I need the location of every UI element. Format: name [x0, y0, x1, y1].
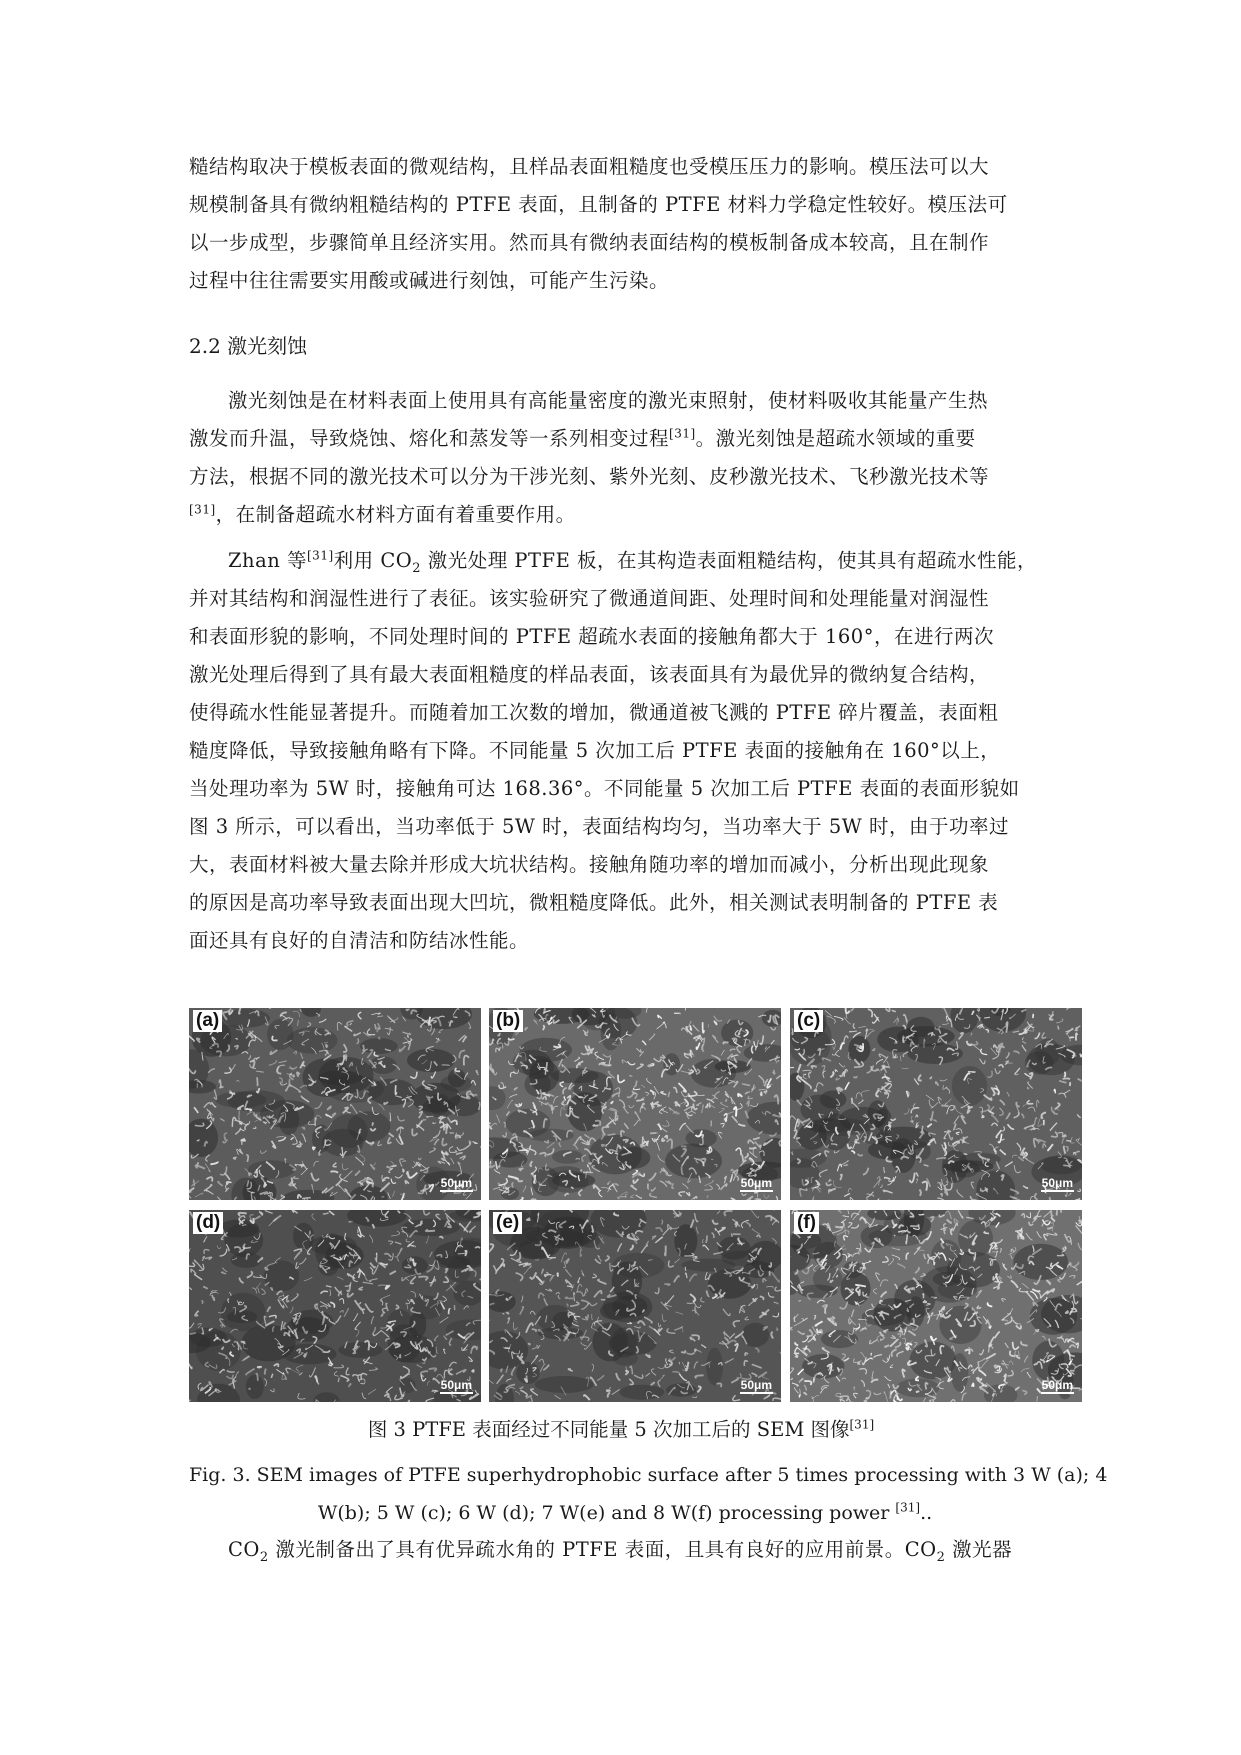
subscript: 2	[412, 560, 422, 576]
panel-label: (d)	[193, 1212, 223, 1234]
text-line: 大，表面材料被大量去除并形成大坑状结构。接触角随功率的增加而减小，分析出现此现象	[189, 853, 990, 876]
text-run: CO	[228, 1538, 260, 1561]
citation: [31]	[307, 548, 334, 563]
citation: [31]	[849, 1417, 875, 1432]
sem-texture	[790, 1008, 1082, 1200]
panel-label: (a)	[193, 1010, 222, 1032]
text-line	[189, 496, 1053, 534]
text-run: 利用 CO	[333, 549, 413, 572]
subscript: 2	[259, 1549, 269, 1565]
text-run: 。激光刻蚀是超疏水领域的重要	[695, 427, 976, 450]
scale-bar: 50μm	[740, 1378, 772, 1392]
panel-label: (c)	[794, 1010, 823, 1032]
caption-text: ..	[920, 1502, 933, 1524]
sem-texture	[189, 1210, 481, 1402]
citation: [31]	[189, 502, 216, 517]
text-line: 以一步成型，步骤简单且经济实用。然而具有微纳表面结构的模板制备成本较高，且在制作	[189, 231, 990, 254]
text-line: 使得疏水性能显著提升。而随着加工次数的增加，微通道被飞溅的 PTFE 碎片覆盖，表面粗	[189, 701, 999, 724]
scale-bar: 50μm	[440, 1378, 472, 1392]
text-line	[189, 542, 1053, 580]
text-line: 的原因是高功率导致表面出现大凹坑，微粗糙度降低。此外，相关测试表明制备的 PTFE 表	[189, 891, 999, 914]
sem-texture	[489, 1210, 781, 1402]
sem-texture	[489, 1008, 781, 1200]
text-run: 激光器	[945, 1538, 1013, 1561]
caption-line: Fig. 3. SEM images of PTFE superhydrophobic surface after 5 times processing with 3 W (a); 4	[189, 1464, 1108, 1486]
text-run: ，在制备超疏水材料方面有着重要作用。	[215, 503, 576, 526]
text-line: 和表面形貌的影响，不同处理时间的 PTFE 超疏水表面的接触角都大于 160°，在进行两次	[189, 625, 994, 648]
sem-texture	[790, 1210, 1082, 1402]
sem-panel-d	[189, 1210, 481, 1402]
text-line: 方法，根据不同的激光技术可以分为干涉光刻、紫外光刻、皮秒激光技术、飞秒激光技术等	[189, 465, 990, 488]
caption-text: W(b); 5 W (c); 6 W (d); 7 W(e) and 8 W(f) processing power	[317, 1502, 896, 1524]
scale-bar: 50μm	[740, 1176, 772, 1190]
text-run: 激光制备出了具有优异疏水角的 PTFE 表面，且具有良好的应用前景。CO	[268, 1538, 937, 1561]
scale-bar: 50μm	[440, 1176, 472, 1190]
paragraph-laser-etching	[189, 382, 1053, 534]
sem-figure	[189, 1008, 1082, 1402]
intro-paragraph	[189, 148, 1053, 300]
text-line: 糙度降低，导致接触角略有下降。不同能量 5 次加工后 PTFE 表面的接触角在 160°以上，	[189, 739, 1001, 762]
caption-text: 图 3 PTFE 表面经过不同能量 5 次加工后的 SEM 图像	[367, 1418, 850, 1441]
text-line: 图 3 所示，可以看出，当功率低于 5W 时，表面结构均匀，当功率大于 5W 时，由于功率过	[189, 815, 1009, 838]
panel-label: (b)	[493, 1010, 523, 1032]
text-run: Zhan 等	[228, 549, 307, 572]
citation: [31]	[669, 426, 696, 441]
text-line	[189, 420, 1053, 458]
scale-bar: 50μm	[1041, 1176, 1073, 1190]
text-line: 面还具有良好的自清洁和防结冰性能。	[189, 929, 530, 952]
text-line: 并对其结构和润湿性进行了表征。该实验研究了微通道间距、处理时间和处理能量对润湿性	[189, 587, 990, 610]
text-line: 糙结构取决于模板表面的微观结构，且样品表面粗糙度也受模压压力的影响。模压法可以大	[189, 155, 990, 178]
panel-label: (f)	[794, 1212, 819, 1234]
sem-panel-a	[189, 1008, 481, 1200]
figure-caption-cn	[189, 1414, 1053, 1442]
text-line: 过程中往往需要实用酸或碱进行刻蚀，可能产生污染。	[189, 269, 670, 292]
subscript: 2	[936, 1549, 946, 1565]
scale-bar: 50μm	[1041, 1378, 1073, 1392]
text-run: 激光处理 PTFE 板，在其构造表面粗糙结构，使其具有超疏水性能，	[421, 549, 1038, 572]
sem-texture	[189, 1008, 481, 1200]
paragraph-co2-laser	[189, 1534, 1092, 1565]
paragraph-zhan-study	[189, 542, 1053, 960]
sem-panel-c	[790, 1008, 1082, 1200]
sem-panel-b	[489, 1008, 781, 1200]
text-line: 激光刻蚀是在材料表面上使用具有高能量密度的激光束照射，使材料吸收其能量产生热	[228, 389, 989, 412]
text-line: 当处理功率为 5W 时，接触角可达 168.36°。不同能量 5 次加工后 PTFE 表面的表面形貌如	[189, 777, 1020, 800]
section-heading: 2.2 激光刻蚀	[189, 334, 308, 358]
text-line: 规模制备具有微纳粗糙结构的 PTFE 表面，且制备的 PTFE 材料力学稳定性较好。模压法可	[189, 193, 1008, 216]
text-line: 激光处理后得到了具有最大表面粗糙度的样品表面，该表面具有为最优异的微纳复合结构，	[189, 663, 990, 686]
citation: [31]	[895, 1500, 921, 1515]
text-run: 激发而升温，导致烧蚀、熔化和蒸发等一系列相变过程	[189, 427, 670, 450]
caption-line	[189, 1494, 1061, 1532]
sem-panel-e	[489, 1210, 781, 1402]
sem-panel-f	[790, 1210, 1082, 1402]
panel-label: (e)	[493, 1212, 522, 1234]
figure-caption-en	[189, 1456, 1108, 1532]
